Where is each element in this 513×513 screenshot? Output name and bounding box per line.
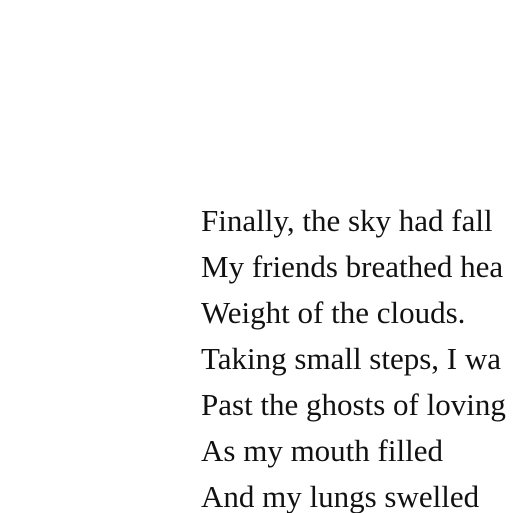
poem-line-6: As my mouth filled <box>201 433 443 468</box>
poem-line-3: Weight of the clouds. <box>201 295 466 330</box>
poem-line-2: My friends breathed hea <box>201 249 504 284</box>
poem-line-1: Finally, the sky had fall <box>201 203 493 238</box>
poem-line-7: And my lungs swelled <box>201 479 480 513</box>
poem-line-4: Taking small steps, I wa <box>201 341 502 376</box>
poem-line-5: Past the ghosts of loving <box>201 387 506 422</box>
poem-text-block <box>201 198 513 513</box>
